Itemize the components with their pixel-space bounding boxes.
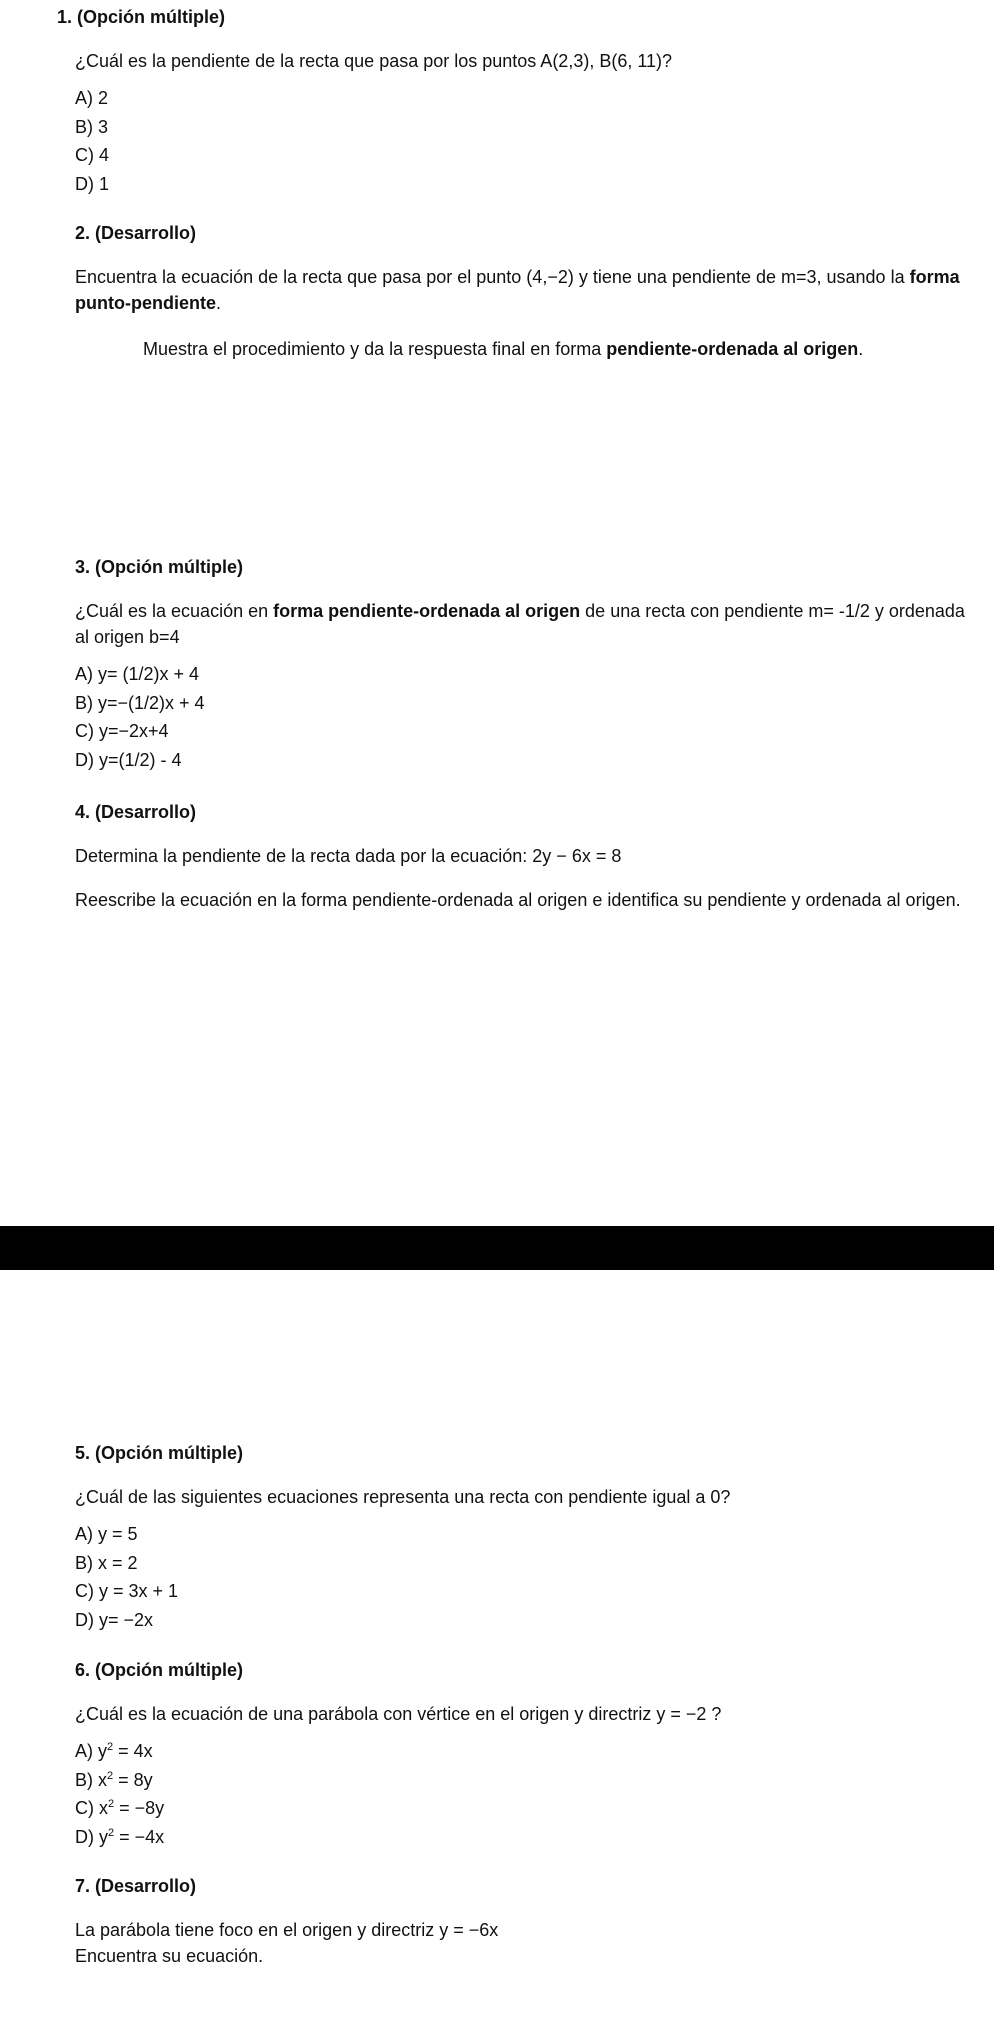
option-c: C) $x^2 = -8y$ xyxy=(75,1798,165,1818)
option-c: C) y=−2x+4 xyxy=(75,721,169,741)
option-b: B) x = 2 xyxy=(75,1552,138,1573)
question-3-options xyxy=(75,660,976,774)
option-d: D) y=(1/2) - 4 xyxy=(75,749,182,770)
option-b: B) $x^2 = 8y$ xyxy=(75,1769,153,1790)
question-1-title: 1. (Opción múltiple) xyxy=(57,7,226,27)
question-7-title: 7. (Desarrollo) xyxy=(75,1876,197,1896)
option-c: C) 4 xyxy=(75,145,110,165)
question-1-options xyxy=(75,84,976,198)
question-7 xyxy=(75,1873,976,1969)
question-5-options xyxy=(75,1520,976,1634)
question-3-text xyxy=(75,598,976,650)
question-2-period-b: . xyxy=(858,339,864,359)
question-6 xyxy=(75,1657,976,1851)
question-3-text-a: ¿Cuál es la ecuación en xyxy=(75,601,274,621)
question-2-bold-b: pendiente-ordenada al origen xyxy=(606,339,859,359)
question-4-title: 4. (Desarrollo) xyxy=(75,802,197,822)
option-d: D) y= −2x xyxy=(75,1609,154,1630)
question-1 xyxy=(57,4,976,198)
question-4-text-b: Reescribe la ecuación en la forma pendiente-ordenada al origen e identifica su pendiente y ordenada al origen. xyxy=(75,890,961,910)
option-b: B) y=−(1/2)x + 4 xyxy=(75,692,205,713)
question-2 xyxy=(75,220,976,362)
option-c: C) y = 3x + 1 xyxy=(75,1581,179,1601)
question-3-title: 3. (Opción múltiple) xyxy=(75,557,244,577)
option-d: D) $y^2 = -4x$ xyxy=(75,1826,165,1847)
question-2-text-b: Muestra el procedimiento y da la respuesta final en forma xyxy=(143,339,607,359)
question-4-text-a: Determina la pendiente de la recta dada por la ecuación: 2y − 6x = 8 xyxy=(75,846,622,866)
question-6-title: 6. (Opción múltiple) xyxy=(75,1660,244,1680)
question-3 xyxy=(75,554,976,774)
question-7-text-a: La parábola tiene foco en el origen y directriz y = −6x xyxy=(75,1920,499,1940)
option-a: A) y = 5 xyxy=(75,1524,138,1544)
question-5-title: 5. (Opción múltiple) xyxy=(75,1443,244,1463)
option-a: A) $y^2 = 4x$ xyxy=(75,1741,153,1761)
black-band xyxy=(0,1226,994,1270)
option-a: A) y= (1/2)x + 4 xyxy=(75,664,200,684)
question-2-period: . xyxy=(215,293,221,313)
question-2-instructions xyxy=(143,336,976,362)
question-2-bold: forma punto-pendiente xyxy=(75,267,960,313)
question-1-text: ¿Cuál es la pendiente de la recta que pasa por los puntos A(2,3), B(6, 11)? xyxy=(75,51,673,71)
question-3-text-b: de una recta con pendiente m= -1/2 y ordenada al origen b=4 xyxy=(75,601,965,647)
option-b: B) 3 xyxy=(75,116,109,137)
question-5-text: ¿Cuál de las siguientes ecuaciones representa una recta con pendiente igual a 0? xyxy=(75,1487,731,1507)
option-d: D) 1 xyxy=(75,173,110,194)
question-6-text: ¿Cuál es la ecuación de una parábola con vértice en el origen y directriz y = −2 ? xyxy=(75,1704,722,1724)
question-2-text-a: Encuentra la ecuación de la recta que pasa por el punto (4,−2) y tiene una pendiente de m=3, usando la xyxy=(75,267,910,287)
question-6-options xyxy=(75,1737,976,1851)
question-4 xyxy=(75,799,976,913)
question-7-text-b: Encuentra su ecuación. xyxy=(75,1946,264,1966)
question-2-title: 2. (Desarrollo) xyxy=(75,223,197,243)
question-5 xyxy=(75,1440,976,1634)
question-3-bold: forma pendiente-ordenada al origen xyxy=(273,601,581,621)
question-2-text xyxy=(75,264,976,316)
option-a: A) 2 xyxy=(75,88,109,108)
